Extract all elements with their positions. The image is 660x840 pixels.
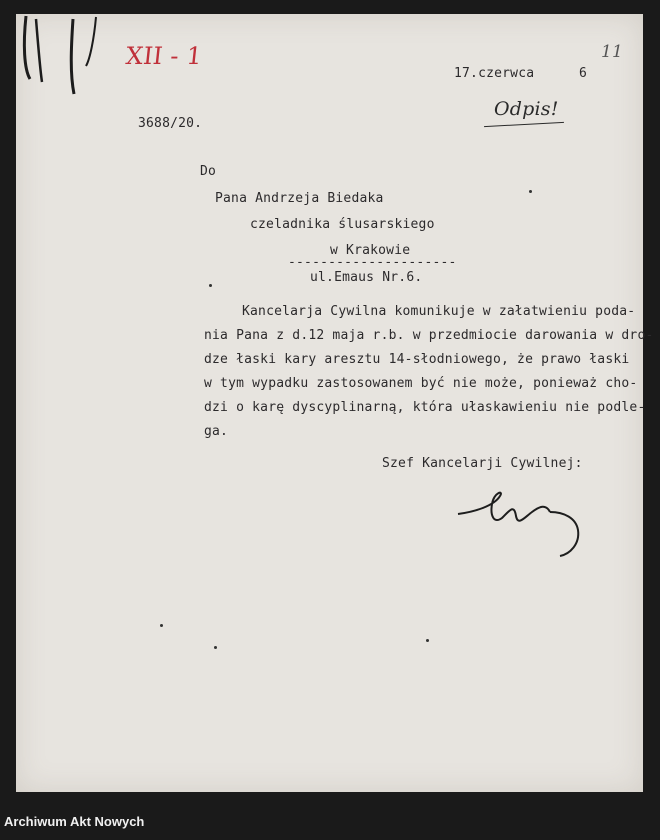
ink-marks-image (16, 14, 116, 104)
archive-footer-label: Archiwum Akt Nowych (4, 814, 145, 829)
signatory-title: Szef Kancelarji Cywilnej: (382, 456, 583, 471)
recipient-occupation: czeladnika ślusarskiego (250, 217, 435, 232)
ink-speck (160, 624, 163, 627)
document-sheet (16, 14, 654, 792)
date-year-suffix: 6 (579, 66, 588, 81)
body-line: w tym wypadku zastosowanem być nie może, ponieważ cho- (204, 376, 638, 391)
date: 17.czerwca (454, 66, 535, 81)
signature-image (454, 482, 594, 562)
recipient-city: w Krakowie (330, 243, 411, 258)
reference-number: 3688/20. (138, 116, 203, 131)
ink-speck (426, 639, 429, 642)
ink-speck (529, 190, 532, 193)
archive-marking: XII - 1 (124, 42, 204, 70)
page-number: 11 (601, 42, 624, 62)
ink-speck (214, 646, 217, 649)
recipient-name: Pana Andrzeja Biedaka (215, 191, 384, 206)
ink-speck (209, 284, 212, 287)
recipient-street: ul.Emaus Nr.6. (310, 270, 423, 285)
copy-mark-underline (484, 122, 564, 127)
body-line: nia Pana z d.12 maja r.b. w przedmiocie darowania w dro- (204, 328, 654, 343)
body-line: Kancelarja Cywilna komunikuje w załatwieniu poda- (242, 304, 636, 319)
salutation: Do (200, 164, 217, 179)
copy-mark: Odpis! (494, 98, 559, 120)
body-line: dzi o karę dyscyplinarną, która ułaskawieniu nie podle- (204, 400, 646, 415)
body-line: dze łaski kary aresztu 14-słodniowego, że prawo łaski (204, 352, 630, 367)
body-line: ga. (204, 424, 229, 439)
address-separator: --------------------- (288, 255, 457, 270)
